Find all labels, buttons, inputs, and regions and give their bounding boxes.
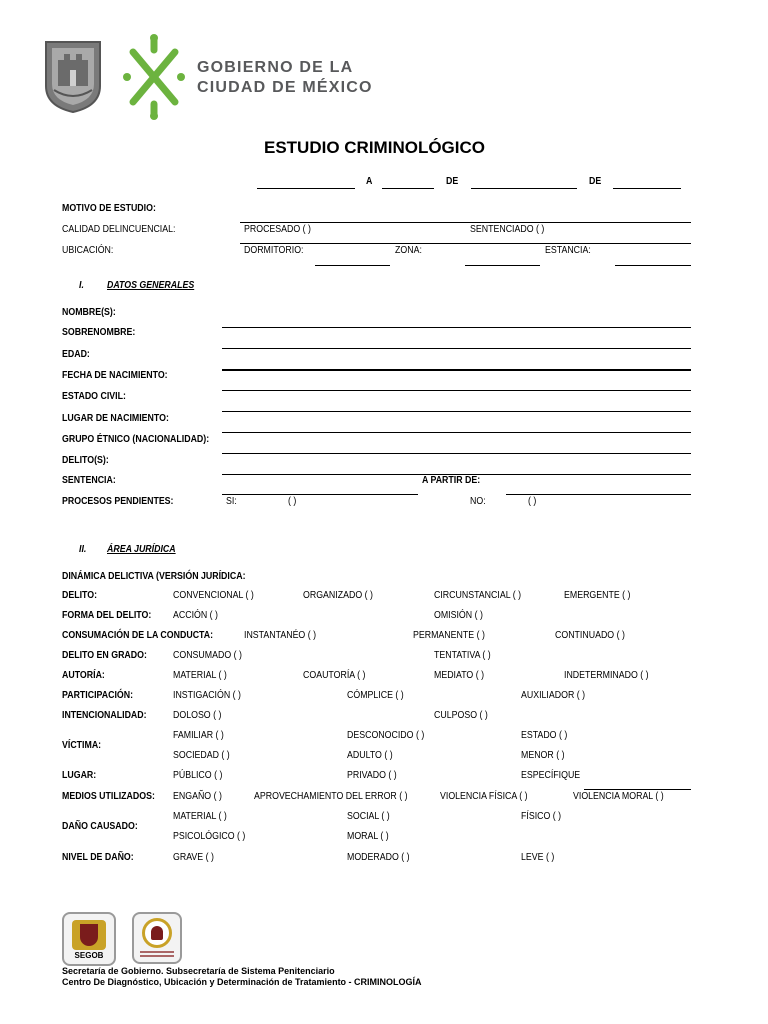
social-option[interactable]: SOCIAL ( ): [347, 811, 390, 822]
no-label: NO:: [470, 496, 486, 507]
fecha-line[interactable]: [222, 390, 691, 391]
organizado-option[interactable]: ORGANIZADO ( ): [303, 590, 373, 601]
fisico-option[interactable]: FÍSICO ( ): [521, 811, 562, 822]
estancia-line[interactable]: [615, 265, 691, 266]
adulto-option[interactable]: ADULTO ( ): [347, 750, 393, 761]
date-de2-label: DE: [589, 176, 602, 187]
dormitorio-line[interactable]: [315, 265, 390, 266]
permanente-option[interactable]: PERMANENTE ( ): [413, 630, 485, 641]
instigacion-option[interactable]: INSTIGACIÓN ( ): [173, 690, 241, 701]
gov-name-line2: CIUDAD DE MÉXICO: [197, 79, 373, 96]
delitos-label: DELITO(S):: [62, 455, 109, 466]
zona-line[interactable]: [465, 265, 540, 266]
familiar-option[interactable]: FAMILIAR ( ): [173, 730, 224, 741]
si-checkbox[interactable]: ( ): [288, 496, 297, 507]
instantaneo-option[interactable]: INSTANTANÉO ( ): [244, 630, 317, 641]
section1-title: DATOS GENERALES: [107, 280, 195, 291]
grupo-line[interactable]: [222, 453, 691, 454]
cdmx-shield-logo: [44, 40, 102, 114]
sentencia-label: SENTENCIA:: [62, 475, 116, 486]
grupo-label: GRUPO ÉTNICO (NACIONALIDAD):: [62, 434, 210, 445]
lugar-line[interactable]: [222, 432, 691, 433]
forma-label: FORMA DEL DELITO:: [62, 610, 152, 621]
dano-label: DAÑO CAUSADO:: [62, 821, 138, 832]
complice-option[interactable]: CÓMPLICE ( ): [347, 690, 404, 701]
motivo-line[interactable]: [240, 222, 691, 223]
section1-number: I.: [79, 280, 84, 291]
subsecretaria-logo: [132, 912, 182, 964]
footer-line2: Centro De Diagnóstico, Ubicación y Determinación de Tratamiento - CRIMINOLOGÍA: [62, 977, 422, 987]
motivo-label: MOTIVO DE ESTUDIO:: [62, 203, 156, 214]
estado-civil-line[interactable]: [222, 411, 691, 412]
consumacion-label: CONSUMACIÓN DE LA CONDUCTA:: [62, 630, 214, 641]
calidad-label: CALIDAD DELINCUENCIAL:: [62, 224, 176, 235]
date-a-label: A: [366, 176, 373, 187]
psicologico-option[interactable]: PSICOLÓGICO ( ): [173, 831, 246, 842]
autoria-label: AUTORÍA:: [62, 670, 105, 681]
no-checkbox[interactable]: ( ): [528, 496, 537, 507]
participacion-label: PARTICIPACIÓN:: [62, 690, 134, 701]
sobrenombre-label: SOBRENOMBRE:: [62, 327, 136, 338]
indeterminado-option[interactable]: INDETERMINADO ( ): [564, 670, 649, 681]
violencia-moral-option[interactable]: VIOLENCIA MORAL ( ): [573, 791, 664, 802]
especifique-label: ESPECÍFIQUE: [521, 770, 581, 781]
sentencia-line[interactable]: [222, 494, 418, 495]
material2-option[interactable]: MATERIAL ( ): [173, 811, 227, 822]
moderado-option[interactable]: MODERADO ( ): [347, 852, 410, 863]
publico-option[interactable]: PÚBLICO ( ): [173, 770, 223, 781]
accion-option[interactable]: ACCIÓN ( ): [173, 610, 218, 621]
edad-label: EDAD:: [62, 349, 90, 360]
nombre-label: NOMBRE(S):: [62, 307, 116, 318]
section2-number: II.: [79, 544, 87, 555]
tentativa-option[interactable]: TENTATIVA ( ): [434, 650, 491, 661]
coautoria-option[interactable]: COAUTORÍA ( ): [303, 670, 366, 681]
doloso-option[interactable]: DOLOSO ( ): [173, 710, 222, 721]
lugar2-label: LUGAR:: [62, 770, 97, 781]
estancia-label: ESTANCIA:: [545, 245, 591, 256]
procesado-option[interactable]: PROCESADO ( ): [244, 224, 311, 235]
date-month-line[interactable]: [382, 188, 434, 189]
privado-option[interactable]: PRIVADO ( ): [347, 770, 397, 781]
auxiliador-option[interactable]: AUXILIADOR ( ): [521, 690, 586, 701]
convencional-option[interactable]: CONVENCIONAL ( ): [173, 590, 254, 601]
delito-label: DELITO:: [62, 590, 98, 601]
procesos-label: PROCESOS PENDIENTES:: [62, 496, 174, 507]
segob-logo: [62, 912, 116, 966]
violencia-fisica-option[interactable]: VIOLENCIA FÍSICA ( ): [440, 791, 528, 802]
desconocido-option[interactable]: DESCONOCIDO ( ): [347, 730, 425, 741]
engano-option[interactable]: ENGAÑO ( ): [173, 791, 222, 802]
grave-option[interactable]: GRAVE ( ): [173, 852, 214, 863]
continuado-option[interactable]: CONTINUADO ( ): [555, 630, 625, 641]
lugar-label: LUGAR DE NACIMIENTO:: [62, 413, 169, 424]
aprovechamiento-option[interactable]: APROVECHAMIENTO DEL ERROR ( ): [254, 791, 408, 802]
footer-line1: Secretaría de Gobierno. Subsecretaría de Sistema Penitenciario: [62, 966, 335, 976]
a-partir-line[interactable]: [506, 494, 691, 495]
sociedad-option[interactable]: SOCIEDAD ( ): [173, 750, 230, 761]
ubicacion-label: UBICACIÓN:: [62, 245, 114, 256]
material-option[interactable]: MATERIAL ( ): [173, 670, 227, 681]
date-month2-line[interactable]: [471, 188, 577, 189]
section2-title: ÁREA JURÍDICA: [107, 544, 176, 555]
nombre-line[interactable]: [222, 327, 691, 328]
segob-label: SEGOB: [74, 951, 104, 960]
grado-label: DELITO EN GRADO:: [62, 650, 147, 661]
zona-label: ZONA:: [395, 245, 422, 256]
intencionalidad-label: INTENCIONALIDAD:: [62, 710, 147, 721]
document-title: ESTUDIO CRIMINOLÓGICO: [264, 138, 485, 157]
circunstancial-option[interactable]: CIRCUNSTANCIAL ( ): [434, 590, 522, 601]
especifique-line[interactable]: [584, 789, 691, 790]
date-day-line[interactable]: [257, 188, 355, 189]
estado-civil-label: ESTADO CIVIL:: [62, 391, 126, 402]
dinamica-label: DINÁMICA DELICTIVA (VERSIÓN JURÍDICA:: [62, 571, 246, 582]
cdmx-green-logo: [121, 34, 187, 120]
edad-line[interactable]: [222, 369, 691, 371]
sobrenombre-line[interactable]: [222, 348, 691, 349]
menor-option[interactable]: MENOR ( ): [521, 750, 565, 761]
calidad-line: [240, 243, 691, 244]
nivel-label: NIVEL DE DAÑO:: [62, 852, 134, 863]
culposo-option[interactable]: CULPOSO ( ): [434, 710, 488, 721]
a-partir-label: A PARTIR DE:: [422, 475, 481, 486]
medios-label: MEDIOS UTILIZADOS:: [62, 791, 155, 802]
victima-label: VÍCTIMA:: [62, 740, 102, 751]
emergente-option[interactable]: EMERGENTE ( ): [564, 590, 631, 601]
dormitorio-label: DORMITORIO:: [244, 245, 304, 256]
gov-name-line1: GOBIERNO DE LA: [197, 59, 354, 76]
sentenciado-option[interactable]: SENTENCIADO ( ): [470, 224, 545, 235]
fecha-label: FECHA DE NACIMIENTO:: [62, 370, 168, 381]
leve-option[interactable]: LEVE ( ): [521, 852, 555, 863]
estado-option[interactable]: ESTADO ( ): [521, 730, 568, 741]
date-de1-label: DE: [446, 176, 459, 187]
consumado-option[interactable]: CONSUMADO ( ): [173, 650, 242, 661]
moral-option[interactable]: MORAL ( ): [347, 831, 389, 842]
date-year-line[interactable]: [613, 188, 681, 189]
mediato-option[interactable]: MEDIATO ( ): [434, 670, 485, 681]
si-label: SI:: [226, 496, 237, 507]
omision-option[interactable]: OMISIÓN ( ): [434, 610, 483, 621]
